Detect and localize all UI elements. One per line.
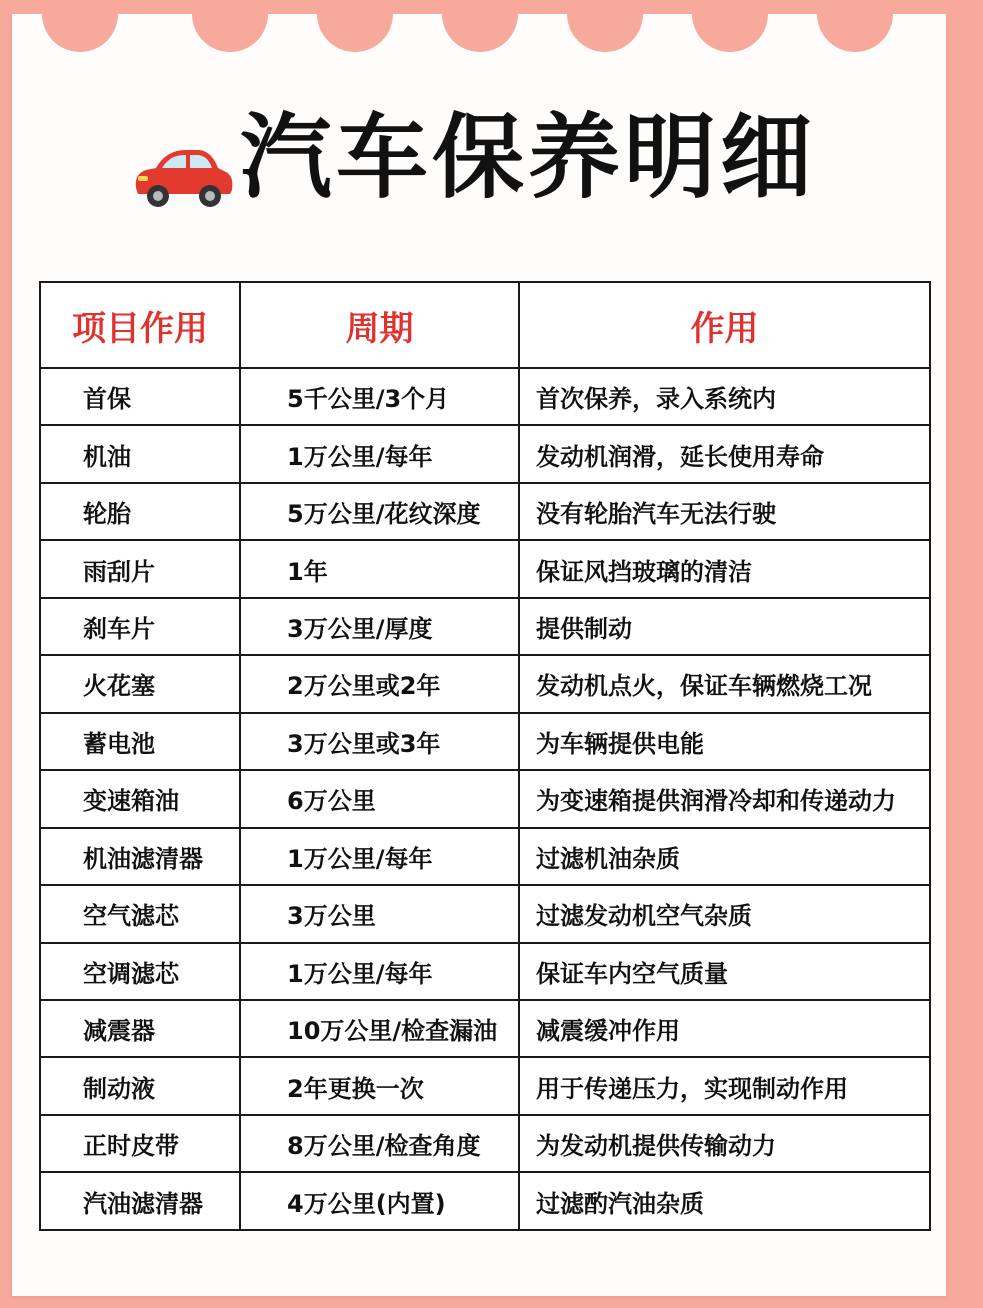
item-cell: 空气滤芯 xyxy=(40,885,240,942)
function-cell: 为发动机提供传输动力 xyxy=(519,1115,930,1172)
table-row xyxy=(40,1000,930,1057)
item-cell: 变速箱油 xyxy=(40,770,240,827)
cycle-cell: 1万公里/每年 xyxy=(240,828,519,885)
cycle-cell: 10万公里/检查漏油 xyxy=(240,1000,519,1057)
table-row xyxy=(40,770,930,827)
cycle-cell: 6万公里 xyxy=(240,770,519,827)
table-row xyxy=(40,368,930,425)
item-cell: 火花塞 xyxy=(40,655,240,712)
item-cell: 蓄电池 xyxy=(40,713,240,770)
maintenance-table xyxy=(39,281,931,1231)
table-row xyxy=(40,943,930,1000)
table-row xyxy=(40,1057,930,1114)
item-cell: 机油滤清器 xyxy=(40,828,240,885)
item-cell: 减震器 xyxy=(40,1000,240,1057)
item-cell: 制动液 xyxy=(40,1057,240,1114)
item-cell: 刹车片 xyxy=(40,598,240,655)
header-cycle: 周期 xyxy=(240,282,519,368)
table-row xyxy=(40,713,930,770)
item-cell: 正时皮带 xyxy=(40,1115,240,1172)
cycle-cell: 2年更换一次 xyxy=(240,1057,519,1114)
function-cell: 没有轮胎汽车无法行驶 xyxy=(519,483,930,540)
header-function: 作用 xyxy=(519,282,930,368)
cycle-cell: 3万公里或3年 xyxy=(240,713,519,770)
function-cell: 用于传递压力，实现制动作用 xyxy=(519,1057,930,1114)
cycle-cell: 1年 xyxy=(240,540,519,597)
table-row xyxy=(40,483,930,540)
item-cell: 汽油滤清器 xyxy=(40,1172,240,1230)
page-title: 汽车保养明细 xyxy=(240,104,817,211)
function-cell: 首次保养，录入系统内 xyxy=(519,368,930,425)
cycle-cell: 3万公里 xyxy=(240,885,519,942)
cycle-cell: 2万公里或2年 xyxy=(240,655,519,712)
function-cell: 发动机润滑，延长使用寿命 xyxy=(519,425,930,482)
function-cell: 保证车内空气质量 xyxy=(519,943,930,1000)
header-item: 项目作用 xyxy=(40,282,240,368)
cycle-cell: 4万公里(内置) xyxy=(240,1172,519,1230)
item-cell: 雨刮片 xyxy=(40,540,240,597)
cycle-cell: 1万公里/每年 xyxy=(240,943,519,1000)
table-row xyxy=(40,425,930,482)
function-cell: 过滤酌汽油杂质 xyxy=(519,1172,930,1230)
cycle-cell: 5万公里/花纹深度 xyxy=(240,483,519,540)
item-cell: 首保 xyxy=(40,368,240,425)
cycle-cell: 3万公里/厚度 xyxy=(240,598,519,655)
table-header-row xyxy=(40,282,930,368)
function-cell: 减震缓冲作用 xyxy=(519,1000,930,1057)
table-row xyxy=(40,885,930,942)
cycle-cell: 1万公里/每年 xyxy=(240,425,519,482)
function-cell: 为车辆提供电能 xyxy=(519,713,930,770)
function-cell: 保证风挡玻璃的清洁 xyxy=(519,540,930,597)
function-cell: 过滤机油杂质 xyxy=(519,828,930,885)
function-cell: 过滤发动机空气杂质 xyxy=(519,885,930,942)
table-row xyxy=(40,1115,930,1172)
table-row xyxy=(40,655,930,712)
table-row xyxy=(40,540,930,597)
item-cell: 轮胎 xyxy=(40,483,240,540)
function-cell: 为变速箱提供润滑冷却和传递动力 xyxy=(519,770,930,827)
table-row xyxy=(40,598,930,655)
red-car-icon xyxy=(126,140,238,212)
function-cell: 发动机点火，保证车辆燃烧工况 xyxy=(519,655,930,712)
cycle-cell: 5千公里/3个月 xyxy=(240,368,519,425)
table-row xyxy=(40,828,930,885)
function-cell: 提供制动 xyxy=(519,598,930,655)
item-cell: 空调滤芯 xyxy=(40,943,240,1000)
scalloped-border xyxy=(0,0,983,80)
cycle-cell: 8万公里/检查角度 xyxy=(240,1115,519,1172)
item-cell: 机油 xyxy=(40,425,240,482)
table-row xyxy=(40,1172,930,1230)
